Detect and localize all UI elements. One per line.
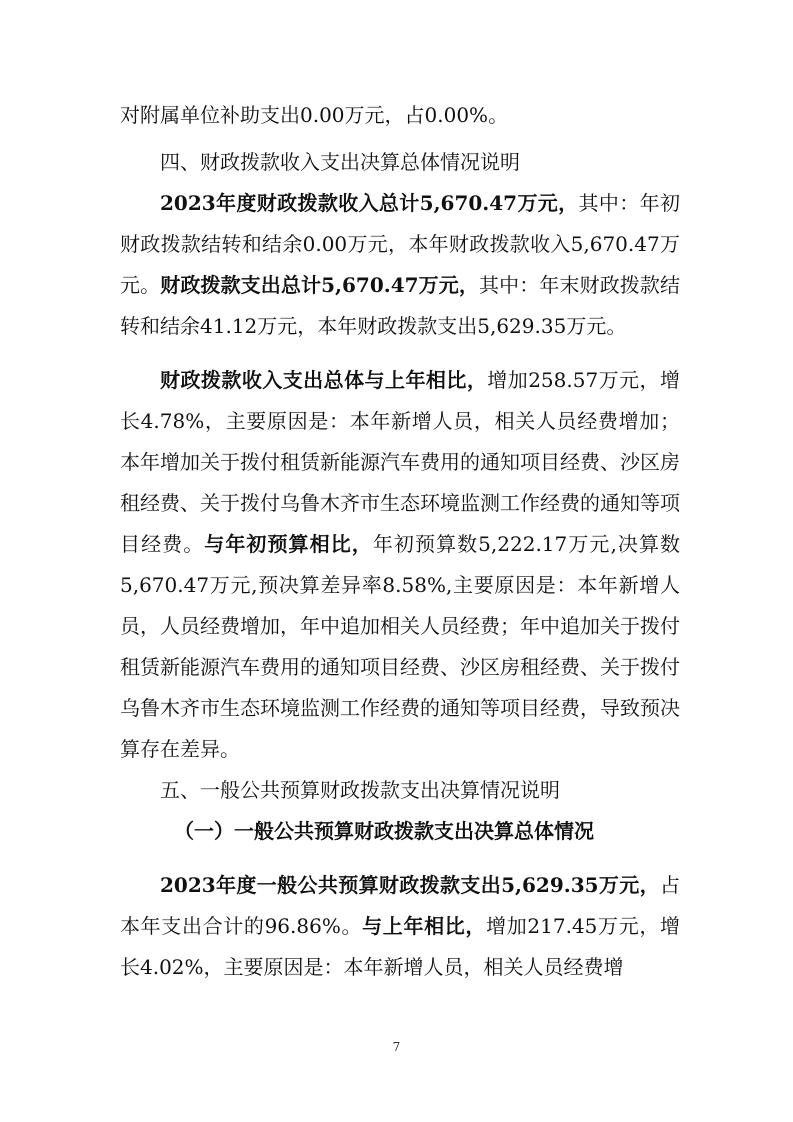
text-general-prior-detail: 增加217.45万元，增长4.02%，主要原因是：本年新增人员，相关人员经费增 [120,914,681,979]
subsection-heading-5-1: （一）一般公共预算财政拨款支出决算总体情况 [174,819,594,843]
section-heading-4: 四、财政拨款收入支出决算总体情况说明 [160,150,520,174]
text-general-budget-share: 占本年支出合计的96.86%。 [120,873,680,938]
bold-income-total: 2023年度财政拨款收入总计5,670.47万元， [160,191,579,215]
document-body [120,95,680,988]
paragraph-subsidy: 对附属单位补助支出0.00万元，占0.00%。 [120,103,509,127]
paragraph-comparison [120,360,680,770]
bold-general-budget-total: 2023年度一般公共预算财政拨款支出5,629.35万元， [160,873,660,897]
text-prior-year-detail: 增加258.57万元，增长4.78%，主要原因是：本年新增人员，相关人员经费增加；本年增加关于拨付租赁新能源汽车费用的通知项目经费、沙区房租经费、关于拨付乌鲁木齐市生态环境监测工作经费的通知等项目经费。 [120,368,681,556]
text-income-detail: 其中：年初财政拨款结转和结余0.00万元，本年财政拨款收入5,670.47万元。 [120,191,681,297]
section-heading-5: 五、一般公共预算财政拨款支出决算情况说明 [160,778,560,802]
bold-expense-total: 财政拨款支出总计5,670.47万元， [160,273,480,297]
text-expense-detail: 其中：年末财政拨款结转和结余41.12万元，本年财政拨款支出5,629.35万元。 [120,273,681,338]
bold-general-prior-compare: 与上年相比， [362,914,487,938]
page-number: 7 [392,1040,401,1054]
bold-prior-year-compare: 财政拨款收入支出总体与上年相比， [160,368,488,392]
bold-budget-compare: 与年初预算相比， [204,532,373,556]
text-budget-detail: 年初预算数5,222.17万元,决算数5,670.47万元,预决算差异率8.58%,主要原因是：本年新增人员，人员经费增加，年中追加相关人员经费；年中追加关于拨付租赁新能源汽车费用的通知项目经费、沙区房租经费、关于拨付乌鲁木齐市生态环境监测工作经费的通知等项目经费，导致预决算存在差异。 [120,532,681,761]
paragraph-general-budget [120,865,680,988]
paragraph-fiscal-total [120,183,680,347]
